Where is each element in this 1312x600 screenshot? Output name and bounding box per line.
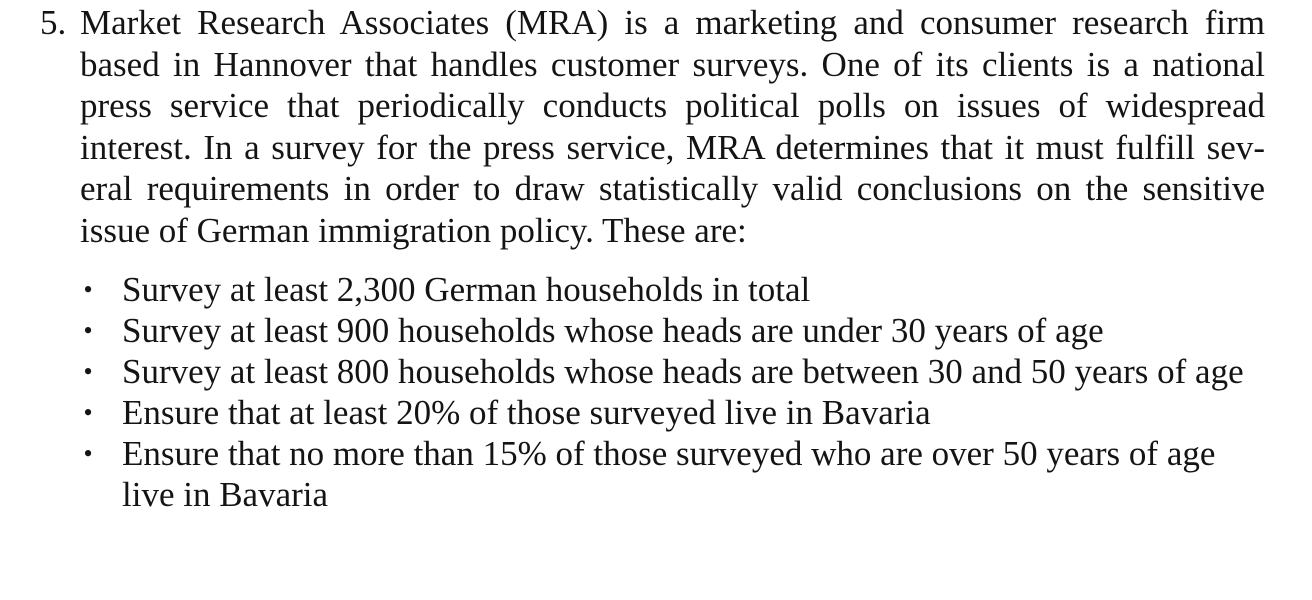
bullet-icon: • [83,397,93,427]
problem-intro: Market Research Associates (MRA) is a marketing and consumer research firm based in Hannover that handles customer surveys. One of its clients is a national press service that periodically conducts political polls on issues of widespread interest. In a survey for the press service, MRA determines that it must fulfill several requirements in order to draw statistically valid conclusions on the sensitive issue of German immigration policy. These are: [80,3,1265,250]
requirement-item [40,310,1265,351]
requirement-text: Survey at least 2,300 German households in total [122,269,811,309]
bullet-icon: • [83,356,93,386]
bullet-icon: • [83,315,93,345]
requirement-text: Ensure that at least 20% of those surveyed live in Bavaria [122,392,931,432]
requirement-item [40,269,1265,310]
requirement-item [40,433,1265,515]
problem-number: 5. [40,3,67,42]
bullet-icon: • [83,274,93,304]
problem-5 [40,2,1265,515]
requirement-text: Survey at least 800 households whose heads are between 30 and 50 years of age [122,351,1244,391]
requirement-text: Survey at least 900 households whose heads are under 30 years of age [122,310,1104,350]
requirement-item [40,351,1265,392]
requirement-item [40,392,1265,433]
requirements-list [40,269,1265,515]
bullet-icon: • [83,438,93,468]
requirement-text: Ensure that no more than 15% of those surveyed who are over 50 years of age live in Bavaria [122,433,1216,514]
